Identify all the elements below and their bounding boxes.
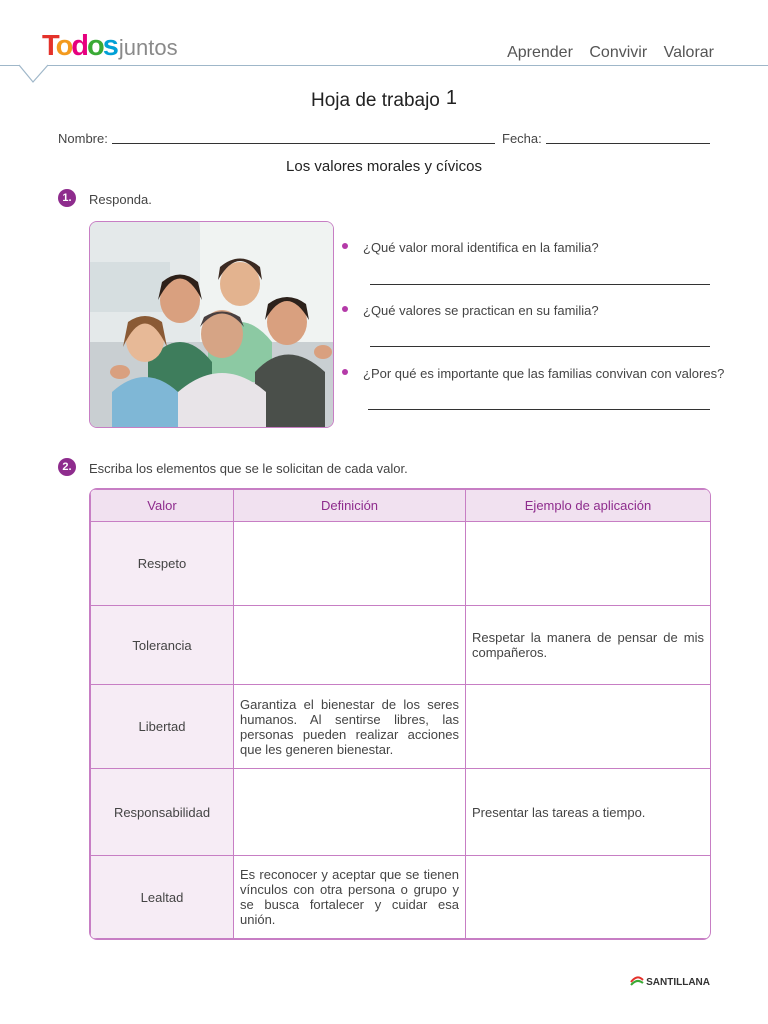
step-2-badge: 2.: [58, 458, 76, 476]
column-header: Valor: [91, 490, 234, 522]
page-title: [0, 87, 768, 112]
table-row: [91, 522, 711, 606]
table-header-row: [91, 490, 711, 522]
publisher-name: SANTILLANA: [646, 977, 710, 988]
logo-letter: T: [42, 30, 56, 62]
top-nav: [495, 44, 714, 62]
value-cell: Tolerancia: [91, 606, 234, 685]
nav-aprender: Aprender: [507, 44, 573, 61]
logo-letter: o: [87, 30, 103, 62]
bullet-icon: [342, 306, 348, 312]
todos-juntos-logo: [42, 30, 178, 63]
value-cell: Responsabilidad: [91, 769, 234, 856]
definition-cell: Es reconocer y aceptar que se tienen vínculos con otra persona o grupo y se busca fortalecer y cuidar esa unión.: [234, 856, 466, 939]
values-table: [89, 488, 711, 940]
bullet-icon: [342, 243, 348, 249]
table-row: [91, 769, 711, 856]
santillana-logo: [630, 974, 710, 988]
nav-valorar: Valorar: [663, 44, 714, 61]
definition-cell[interactable]: [234, 769, 466, 856]
step-1-badge: 1.: [58, 189, 76, 207]
column-header: Definición: [234, 490, 466, 522]
step-1-instruction: Responda.: [89, 192, 152, 207]
logo-letter: o: [55, 30, 72, 62]
example-cell[interactable]: [466, 522, 711, 606]
date-field[interactable]: [546, 143, 710, 144]
nav-convivir: Convivir: [589, 44, 648, 61]
family-photo: [89, 221, 334, 428]
example-cell[interactable]: [466, 685, 711, 769]
value-cell: Libertad: [91, 685, 234, 769]
header-notch-icon: [18, 64, 50, 84]
example-cell: Presentar las tareas a tiempo.: [466, 769, 711, 856]
answer-1-line[interactable]: [370, 284, 710, 285]
logo-suffix: juntos: [118, 35, 178, 60]
worksheet-title: Hoja de trabajo: [311, 90, 440, 111]
question-2: ¿Qué valores se practican en su familia?: [363, 303, 599, 318]
logo-letter: d: [71, 30, 87, 62]
bullet-icon: [342, 369, 348, 375]
step-2-instruction: Escriba los elementos que se le solicitan de cada valor.: [89, 461, 408, 476]
column-header: Ejemplo de aplicación: [466, 490, 711, 522]
question-3: ¿Por qué es importante que las familias convivan con valores?: [363, 366, 725, 381]
definition-cell[interactable]: [234, 522, 466, 606]
name-field[interactable]: [112, 143, 495, 144]
table-row: [91, 856, 711, 939]
family-photo-illustration: [90, 222, 333, 427]
date-label: Fecha:: [502, 131, 542, 146]
example-cell: Respetar la manera de pensar de mis compañeros.: [466, 606, 711, 685]
answer-2-line[interactable]: [370, 346, 710, 347]
definition-cell: Garantiza el bienestar de los seres humanos. Al sentirse libres, las personas pueden realizar acciones que les generen bienestar.: [234, 685, 466, 769]
value-cell: Respeto: [91, 522, 234, 606]
table-row: [91, 685, 711, 769]
table-row: [91, 606, 711, 685]
logo-letter: s: [102, 30, 117, 62]
question-1: ¿Qué valor moral identifica en la familia?: [363, 240, 599, 255]
worksheet-number: 1: [445, 87, 457, 109]
example-cell[interactable]: [466, 856, 711, 939]
section-subtitle: Los valores morales y cívicos: [286, 158, 482, 175]
value-cell: Lealtad: [91, 856, 234, 939]
name-label: Nombre:: [58, 131, 108, 146]
definition-cell[interactable]: [234, 606, 466, 685]
header-divider: [0, 65, 768, 66]
answer-3-line[interactable]: [368, 409, 710, 410]
santillana-mark-icon: [630, 974, 644, 988]
